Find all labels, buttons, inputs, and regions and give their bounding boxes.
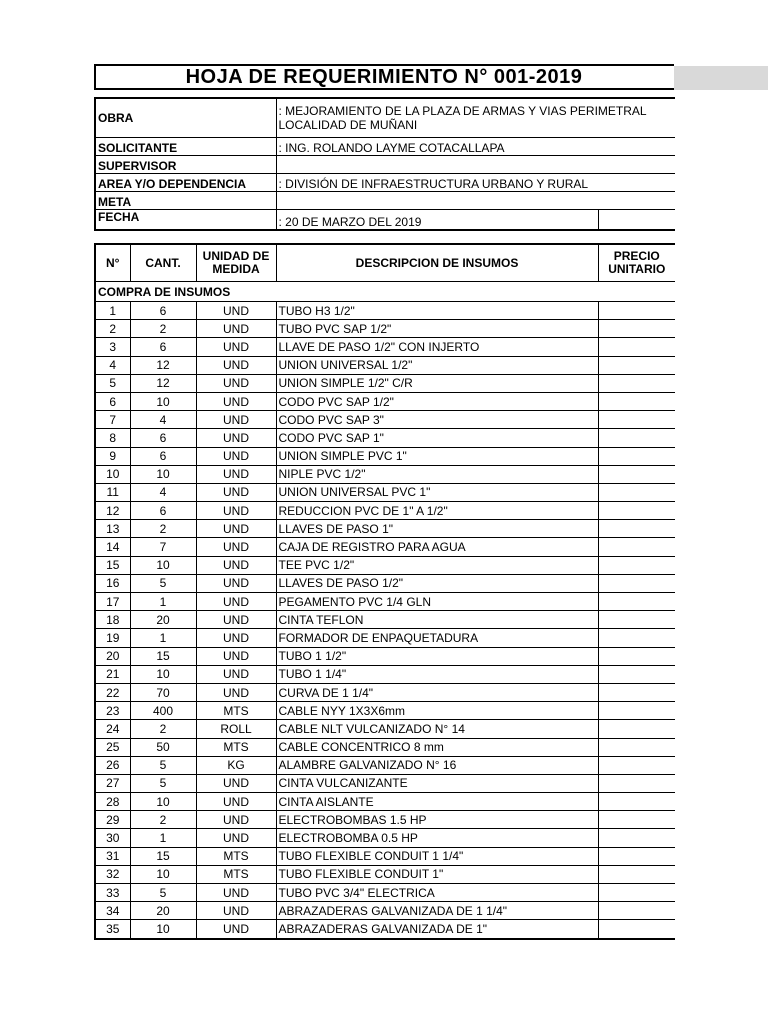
cell-unidad: UND <box>196 520 276 538</box>
header-cant: CANT. <box>130 244 196 282</box>
table-header-row <box>95 244 675 282</box>
cell-num: 19 <box>95 629 130 647</box>
cell-precio <box>598 483 675 501</box>
cell-descripcion: TUBO PVC 3/4" ELECTRICA <box>276 884 598 902</box>
cell-unidad: MTS <box>196 865 276 883</box>
cell-descripcion: TUBO 1 1/4" <box>276 665 598 683</box>
cell-unidad: UND <box>196 338 276 356</box>
table-row <box>95 320 675 338</box>
cell-unidad: UND <box>196 774 276 792</box>
items-table <box>94 243 675 940</box>
cell-unidad: UND <box>196 429 276 447</box>
cell-precio <box>598 829 675 847</box>
cell-cant: 5 <box>130 884 196 902</box>
cell-unidad: ROLL <box>196 720 276 738</box>
cell-num: 30 <box>95 829 130 847</box>
cell-cant: 10 <box>130 865 196 883</box>
table-row <box>95 902 675 920</box>
cell-unidad: UND <box>196 811 276 829</box>
cell-num: 32 <box>95 865 130 883</box>
cell-cant: 400 <box>130 702 196 720</box>
cell-num: 6 <box>95 392 130 410</box>
cell-cant: 1 <box>130 829 196 847</box>
title-grey-cell <box>674 66 768 90</box>
cell-cant: 1 <box>130 629 196 647</box>
cell-descripcion: CODO PVC SAP 1" <box>276 429 598 447</box>
cell-unidad: UND <box>196 629 276 647</box>
cell-unidad: UND <box>196 829 276 847</box>
cell-num: 20 <box>95 647 130 665</box>
table-row <box>95 374 675 392</box>
cell-num: 14 <box>95 538 130 556</box>
table-row <box>95 793 675 811</box>
info-row-fecha <box>95 210 675 231</box>
cell-descripcion: TUBO FLEXIBLE CONDUIT 1 1/4" <box>276 847 598 865</box>
cell-cant: 10 <box>130 920 196 939</box>
table-row <box>95 647 675 665</box>
cell-descripcion: NIPLE PVC 1/2" <box>276 465 598 483</box>
cell-precio <box>598 593 675 611</box>
table-row <box>95 611 675 629</box>
cell-unidad: UND <box>196 320 276 338</box>
table-row <box>95 556 675 574</box>
cell-unidad: MTS <box>196 847 276 865</box>
section-label: COMPRA DE INSUMOS <box>95 282 675 302</box>
table-row <box>95 338 675 356</box>
cell-cant: 2 <box>130 811 196 829</box>
cell-cant: 5 <box>130 574 196 592</box>
info-row-solicitante <box>95 138 675 156</box>
cell-cant: 2 <box>130 320 196 338</box>
cell-num: 34 <box>95 902 130 920</box>
cell-cant: 6 <box>130 429 196 447</box>
table-row <box>95 302 675 320</box>
area-label: AREA Y/O DEPENDENCIA <box>95 174 276 192</box>
cell-cant: 20 <box>130 611 196 629</box>
cell-unidad: UND <box>196 302 276 320</box>
cell-cant: 4 <box>130 483 196 501</box>
info-row-obra <box>95 98 675 138</box>
cell-num: 2 <box>95 320 130 338</box>
table-row <box>95 683 675 701</box>
cell-unidad: UND <box>196 665 276 683</box>
table-row <box>95 847 675 865</box>
cell-num: 31 <box>95 847 130 865</box>
cell-precio <box>598 411 675 429</box>
cell-unidad: UND <box>196 647 276 665</box>
cell-precio <box>598 793 675 811</box>
cell-num: 33 <box>95 884 130 902</box>
cell-precio <box>598 920 675 939</box>
cell-precio <box>598 902 675 920</box>
cell-num: 23 <box>95 702 130 720</box>
cell-cant: 70 <box>130 683 196 701</box>
cell-precio <box>598 447 675 465</box>
cell-descripcion: TUBO FLEXIBLE CONDUIT 1" <box>276 865 598 883</box>
cell-precio <box>598 556 675 574</box>
cell-unidad: UND <box>196 611 276 629</box>
obra-value <box>276 98 675 138</box>
cell-descripcion: CABLE NYY 1X3X6mm <box>276 702 598 720</box>
cell-num: 3 <box>95 338 130 356</box>
cell-unidad: UND <box>196 502 276 520</box>
cell-precio <box>598 683 675 701</box>
table-row <box>95 502 675 520</box>
cell-cant: 15 <box>130 647 196 665</box>
cell-num: 21 <box>95 665 130 683</box>
cell-cant: 10 <box>130 556 196 574</box>
header-unidad-line1: UNIDAD DE <box>202 249 270 263</box>
cell-precio <box>598 811 675 829</box>
supervisor-label: SUPERVISOR <box>95 156 276 174</box>
cell-precio <box>598 756 675 774</box>
table-row <box>95 538 675 556</box>
cell-precio <box>598 502 675 520</box>
cell-precio <box>598 520 675 538</box>
cell-descripcion: LLAVES DE PASO 1" <box>276 520 598 538</box>
obra-value-line1: : MEJORAMIENTO DE LA PLAZA DE ARMAS Y VIAS PERIMETRAL <box>278 104 647 118</box>
cell-descripcion: CAJA DE REGISTRO PARA AGUA <box>276 538 598 556</box>
obra-label: OBRA <box>95 98 276 138</box>
cell-cant: 15 <box>130 847 196 865</box>
cell-precio <box>598 629 675 647</box>
table-row <box>95 665 675 683</box>
cell-unidad: KG <box>196 756 276 774</box>
cell-unidad: UND <box>196 556 276 574</box>
table-row <box>95 829 675 847</box>
cell-num: 8 <box>95 429 130 447</box>
cell-precio <box>598 392 675 410</box>
items-body <box>95 282 675 939</box>
cell-cant: 2 <box>130 520 196 538</box>
cell-descripcion: TUBO PVC SAP 1/2" <box>276 320 598 338</box>
cell-precio <box>598 702 675 720</box>
cell-cant: 4 <box>130 411 196 429</box>
table-row <box>95 593 675 611</box>
cell-num: 26 <box>95 756 130 774</box>
cell-precio <box>598 774 675 792</box>
cell-num: 11 <box>95 483 130 501</box>
table-row <box>95 520 675 538</box>
cell-descripcion: CODO PVC SAP 1/2" <box>276 392 598 410</box>
cell-unidad: UND <box>196 447 276 465</box>
table-row <box>95 702 675 720</box>
fecha-value: : 20 DE MARZO DEL 2019 <box>276 210 598 231</box>
cell-unidad: UND <box>196 465 276 483</box>
cell-descripcion: FORMADOR DE ENPAQUETADURA <box>276 629 598 647</box>
cell-num: 35 <box>95 920 130 939</box>
cell-num: 17 <box>95 593 130 611</box>
cell-unidad: UND <box>196 593 276 611</box>
table-row <box>95 411 675 429</box>
cell-precio <box>598 865 675 883</box>
table-row <box>95 483 675 501</box>
cell-unidad: UND <box>196 884 276 902</box>
table-row <box>95 629 675 647</box>
cell-unidad: UND <box>196 902 276 920</box>
cell-precio <box>598 338 675 356</box>
cell-precio <box>598 611 675 629</box>
cell-descripcion: ABRAZADERAS GALVANIZADA DE 1" <box>276 920 598 939</box>
cell-precio <box>598 320 675 338</box>
cell-unidad: UND <box>196 920 276 939</box>
solicitante-label: SOLICITANTE <box>95 138 276 156</box>
cell-descripcion: UNION UNIVERSAL PVC 1" <box>276 483 598 501</box>
cell-unidad: UND <box>196 793 276 811</box>
header-precio <box>598 244 675 282</box>
cell-num: 24 <box>95 720 130 738</box>
fecha-extra-cell <box>598 210 675 231</box>
cell-num: 10 <box>95 465 130 483</box>
cell-descripcion: TUBO 1 1/2" <box>276 647 598 665</box>
cell-num: 16 <box>95 574 130 592</box>
cell-descripcion: ELECTROBOMBAS 1.5 HP <box>276 811 598 829</box>
table-row <box>95 574 675 592</box>
cell-cant: 1 <box>130 593 196 611</box>
cell-cant: 12 <box>130 356 196 374</box>
cell-num: 29 <box>95 811 130 829</box>
cell-num: 27 <box>95 774 130 792</box>
cell-cant: 2 <box>130 720 196 738</box>
cell-cant: 10 <box>130 392 196 410</box>
cell-descripcion: UNION SIMPLE PVC 1" <box>276 447 598 465</box>
cell-num: 7 <box>95 411 130 429</box>
cell-unidad: MTS <box>196 702 276 720</box>
cell-descripcion: CINTA VULCANIZANTE <box>276 774 598 792</box>
supervisor-value <box>276 156 675 174</box>
meta-value <box>276 192 675 210</box>
table-row <box>95 447 675 465</box>
cell-cant: 12 <box>130 374 196 392</box>
cell-cant: 6 <box>130 302 196 320</box>
header-precio-line1: PRECIO <box>613 249 660 263</box>
cell-descripcion: UNION UNIVERSAL 1/2" <box>276 356 598 374</box>
table-row <box>95 811 675 829</box>
cell-cant: 5 <box>130 774 196 792</box>
cell-precio <box>598 374 675 392</box>
table-row <box>95 884 675 902</box>
cell-unidad: UND <box>196 356 276 374</box>
cell-num: 13 <box>95 520 130 538</box>
info-table <box>94 97 675 231</box>
cell-unidad: UND <box>196 411 276 429</box>
table-row <box>95 865 675 883</box>
cell-cant: 10 <box>130 465 196 483</box>
cell-precio <box>598 647 675 665</box>
area-value: : DIVISIÓN DE INFRAESTRUCTURA URBANO Y RURAL <box>276 174 675 192</box>
cell-descripcion: CINTA AISLANTE <box>276 793 598 811</box>
table-row <box>95 720 675 738</box>
cell-precio <box>598 665 675 683</box>
cell-descripcion: TUBO H3 1/2" <box>276 302 598 320</box>
table-row <box>95 429 675 447</box>
solicitante-value: : ING. ROLANDO LAYME COTACALLAPA <box>276 138 675 156</box>
cell-precio <box>598 884 675 902</box>
info-row-supervisor <box>95 156 675 174</box>
cell-descripcion: TEE PVC 1/2" <box>276 556 598 574</box>
cell-num: 5 <box>95 374 130 392</box>
obra-value-line2: LOCALIDAD DE MUÑANI <box>278 118 418 132</box>
cell-precio <box>598 302 675 320</box>
cell-num: 9 <box>95 447 130 465</box>
cell-unidad: UND <box>196 574 276 592</box>
cell-cant: 6 <box>130 338 196 356</box>
fecha-label: FECHA <box>95 210 276 231</box>
cell-descripcion: CABLE NLT VULCANIZADO N° 14 <box>276 720 598 738</box>
cell-unidad: UND <box>196 683 276 701</box>
cell-unidad: UND <box>196 392 276 410</box>
header-num: N° <box>95 244 130 282</box>
table-row <box>95 774 675 792</box>
cell-num: 1 <box>95 302 130 320</box>
table-row <box>95 392 675 410</box>
cell-descripcion: REDUCCION PVC DE 1" A 1/2" <box>276 502 598 520</box>
cell-descripcion: CURVA DE 1 1/4" <box>276 683 598 701</box>
cell-num: 18 <box>95 611 130 629</box>
document-title: HOJA DE REQUERIMIENTO N° 001-2019 <box>185 65 583 88</box>
cell-unidad: UND <box>196 374 276 392</box>
cell-precio <box>598 738 675 756</box>
cell-num: 12 <box>95 502 130 520</box>
info-row-area <box>95 174 675 192</box>
cell-unidad: MTS <box>196 738 276 756</box>
cell-num: 15 <box>95 556 130 574</box>
cell-precio <box>598 356 675 374</box>
cell-descripcion: LLAVE DE PASO 1/2" CON INJERTO <box>276 338 598 356</box>
cell-num: 25 <box>95 738 130 756</box>
header-precio-line2: UNITARIO <box>608 262 666 276</box>
cell-descripcion: PEGAMENTO PVC 1/4 GLN <box>276 593 598 611</box>
table-row <box>95 756 675 774</box>
cell-descripcion: CINTA TEFLON <box>276 611 598 629</box>
cell-num: 4 <box>95 356 130 374</box>
meta-label: META <box>95 192 276 210</box>
header-unidad-line2: MEDIDA <box>212 262 260 276</box>
cell-cant: 50 <box>130 738 196 756</box>
cell-descripcion: CODO PVC SAP 3" <box>276 411 598 429</box>
cell-precio <box>598 720 675 738</box>
cell-descripcion: ABRAZADERAS GALVANIZADA DE 1 1/4" <box>276 902 598 920</box>
table-row <box>95 738 675 756</box>
cell-cant: 6 <box>130 447 196 465</box>
cell-precio <box>598 429 675 447</box>
cell-cant: 20 <box>130 902 196 920</box>
cell-cant: 10 <box>130 793 196 811</box>
cell-precio <box>598 574 675 592</box>
section-row <box>95 282 675 302</box>
cell-cant: 5 <box>130 756 196 774</box>
table-row <box>95 465 675 483</box>
header-unidad <box>196 244 276 282</box>
cell-descripcion: ELECTROBOMBA 0.5 HP <box>276 829 598 847</box>
cell-precio <box>598 847 675 865</box>
cell-cant: 7 <box>130 538 196 556</box>
header-descripcion: DESCRIPCION DE INSUMOS <box>276 244 598 282</box>
table-row <box>95 356 675 374</box>
cell-num: 28 <box>95 793 130 811</box>
cell-descripcion: UNION SIMPLE 1/2" C/R <box>276 374 598 392</box>
cell-descripcion: ALAMBRE GALVANIZADO N° 16 <box>276 756 598 774</box>
info-row-meta <box>95 192 675 210</box>
cell-cant: 6 <box>130 502 196 520</box>
cell-precio <box>598 465 675 483</box>
cell-descripcion: CABLE CONCENTRICO 8 mm <box>276 738 598 756</box>
cell-descripcion: LLAVES DE PASO 1/2" <box>276 574 598 592</box>
cell-cant: 10 <box>130 665 196 683</box>
cell-unidad: UND <box>196 538 276 556</box>
cell-num: 22 <box>95 683 130 701</box>
cell-unidad: UND <box>196 483 276 501</box>
cell-precio <box>598 538 675 556</box>
table-row <box>95 920 675 939</box>
